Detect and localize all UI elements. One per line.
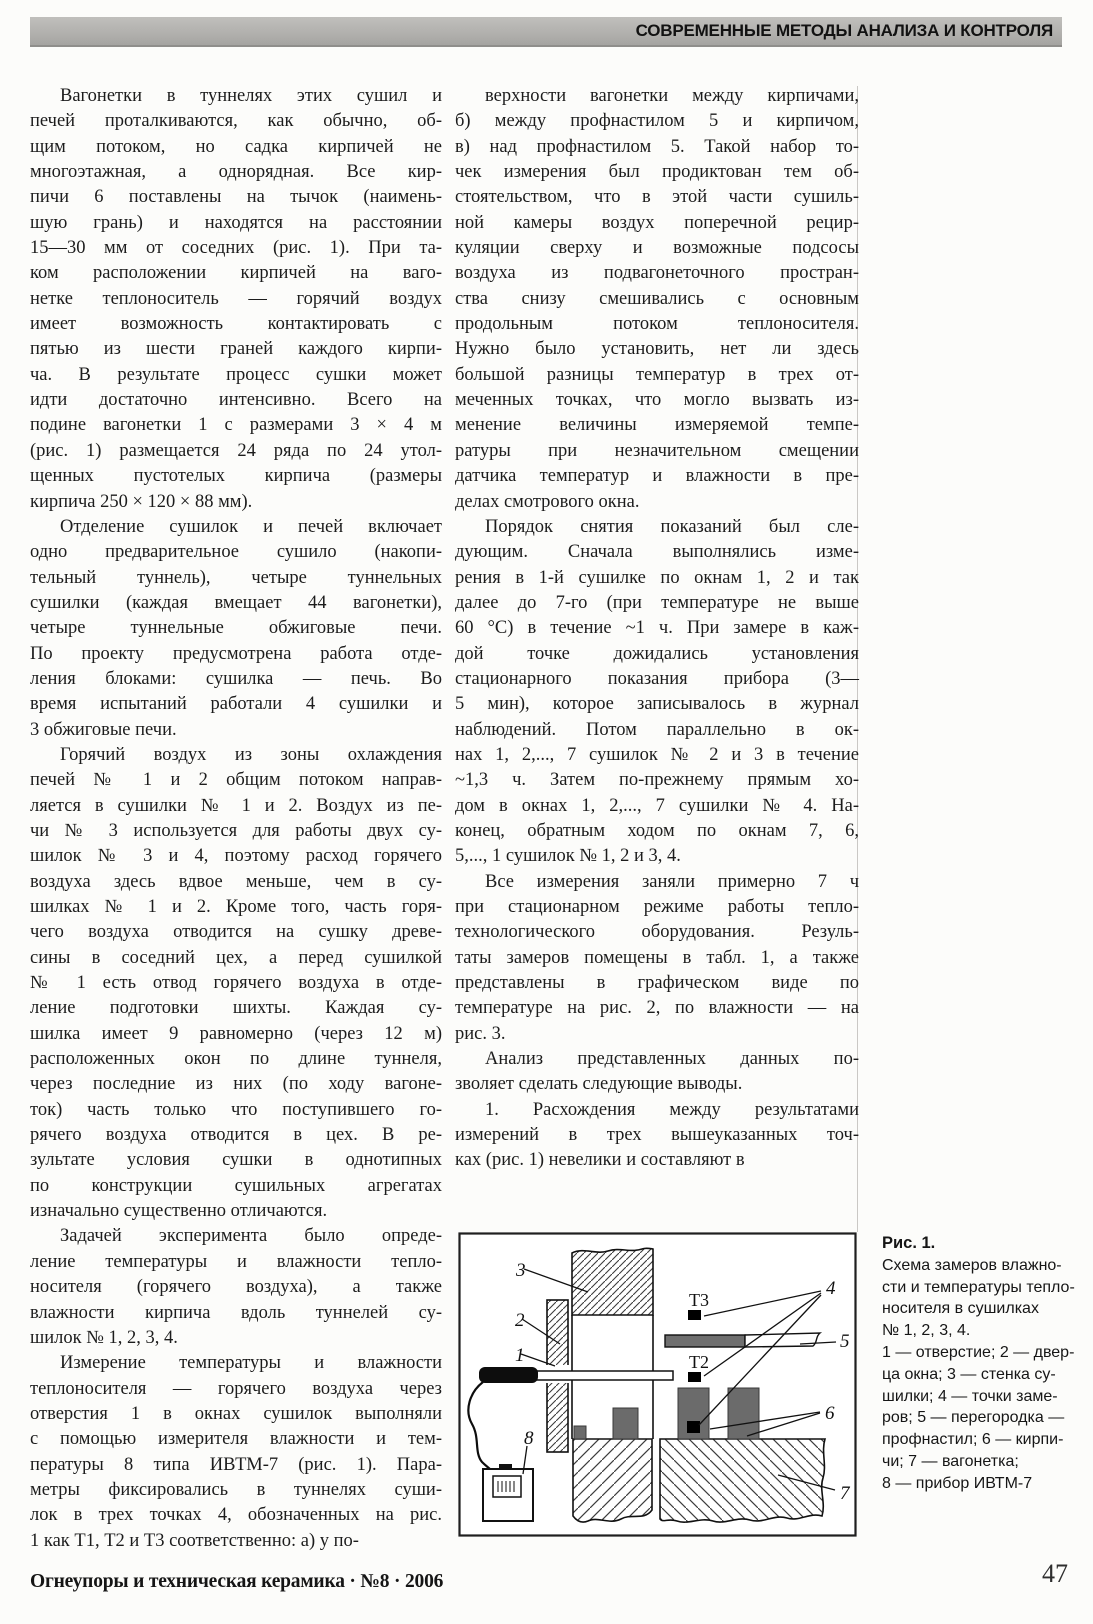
text-line: теплоносителя — горячего воздуха через <box>30 1378 442 1399</box>
text-line: чего воздуха отводится на сушку древе- <box>30 922 442 943</box>
text-line: конец, обратным ходом по окнам 7, 6, <box>455 820 859 841</box>
text-line: № 1 есть отвод горячего воздуха в отде- <box>30 973 442 994</box>
figure-1-caption <box>882 1233 1090 1495</box>
text-line: представлены в графическом виде по <box>455 973 859 994</box>
text-line: ление подготовки шихты. Каждая су- <box>30 998 442 1019</box>
partition-sheet-dark <box>665 1335 745 1347</box>
text-line: нах 1, 2,..., 7 сушилок № 2 и 3 в течение <box>455 744 859 765</box>
text-line: делах смотрового окна. <box>455 491 640 512</box>
text-line: сушилки (каждая вмещает 44 вагонетки), <box>30 592 442 613</box>
text-line: измерений в трех вышеуказанных точ- <box>455 1125 859 1146</box>
text-line: чек измерения был продиктован тем об- <box>455 162 859 183</box>
text-line: в) над профнастилом 5. Такой набор то- <box>455 136 859 157</box>
text-line: четыре туннельные обжиговые печи. <box>30 618 442 639</box>
text-line: далее до 7-го (при температуре не выше <box>455 592 859 613</box>
text-line: ление температуры и влажности тепло- <box>30 1251 442 1272</box>
text-line: ком расположении кирпичей на ваго- <box>30 263 442 284</box>
text-line: Вагонетки в туннелях этих сушил и <box>60 86 442 106</box>
text-line: отверстия 1 в окнах сушилок выполняли <box>30 1403 442 1424</box>
text-line: зультате условия сушки в однотипных <box>30 1150 442 1171</box>
text-line: 1. Расхождения между результатами <box>485 1099 859 1120</box>
text-line: ца окна; 3 — стенка су- <box>882 1365 1056 1383</box>
text-line: многоэтажная, а однорядная. Все кир- <box>30 162 442 183</box>
text-line: ча. В результате процесс сушки может <box>30 364 442 385</box>
brick-medium <box>613 1408 638 1439</box>
figure-1 <box>458 1232 857 1537</box>
text-line: продольным потоком теплоносителя. <box>455 314 859 335</box>
text-line: стационарного показания прибора (3— <box>455 668 859 689</box>
text-line: сины в соседний цех, а перед сушилкой <box>30 947 442 968</box>
text-line: технологического оборудования. Резуль- <box>455 922 859 943</box>
text-line: 60 °С) в течение ~1 ч. При замере в каж- <box>455 618 859 639</box>
brick-small <box>574 1426 586 1439</box>
text-line: пературы 8 типа ИВТМ-7 (рис. 1). Пара- <box>30 1454 442 1475</box>
text-line: изначально существенно отличаются. <box>30 1201 328 1222</box>
text-line: Задачей эксперимента было опреде- <box>60 1226 442 1247</box>
text-line: ~1,3 ч. Затем по-прежнему прямым хо- <box>455 770 859 791</box>
section-banner <box>30 17 1062 47</box>
text-line: Нужно было установить, нет ли здесь <box>455 339 859 360</box>
page-number: 47 <box>1042 1559 1068 1588</box>
paragraph <box>30 1224 442 1351</box>
text-line: ляется в сушилки № 1 и 2. Воздух из пе- <box>30 795 442 816</box>
text-line: имеет возможность контактировать с <box>30 314 442 335</box>
text-line: носителя в сушилках <box>882 1300 1039 1318</box>
text-line: профнастил; 6 — кирпи- <box>882 1431 1064 1449</box>
text-line: печей проталкиваются, как обычно, об- <box>30 111 442 132</box>
text-line: носителя (горячего воздуха), а также <box>30 1277 442 1298</box>
figure-label-7: 7 <box>840 1483 850 1504</box>
text-line: менение величины измеряемой темпе- <box>455 415 859 436</box>
text-line: Порядок снятия показаний был сле- <box>485 516 859 537</box>
text-line: тельный туннель), четыре туннельных <box>30 567 442 588</box>
figure-1-schematic <box>458 1232 857 1537</box>
text-line: метры фиксировались в туннелях суши- <box>30 1479 442 1500</box>
text-line: через последние из них (по ходу вагоне- <box>30 1074 442 1095</box>
paragraph <box>455 84 859 515</box>
text-line: чи № 3 используется для работы двух су- <box>30 820 442 841</box>
text-line: 5 мин), которое записывалось в журнал <box>455 694 859 715</box>
probe-rod <box>536 1371 673 1380</box>
text-line: подине вагонетки 1 с размерами 3 × 4 м <box>30 415 442 436</box>
figure-label-5: 5 <box>840 1331 850 1352</box>
text-line: Схема замеров влажно- <box>882 1256 1062 1274</box>
ivtm7-connector <box>499 1464 512 1470</box>
figure-label-8: 8 <box>524 1428 534 1449</box>
figure-label-3: 3 <box>516 1260 526 1281</box>
measurement-point-t2 <box>688 1372 701 1382</box>
figure-label-t2: Т2 <box>689 1352 709 1372</box>
text-line: одно предварительное сушило (накопи- <box>30 542 442 563</box>
text-line: Горячий воздух из зоны охлаждения <box>60 744 442 765</box>
measurement-point-t1 <box>687 1421 700 1433</box>
text-line: шилок № 3 и 4, поэтому расход горячего <box>30 846 442 867</box>
text-column-left <box>30 84 442 1554</box>
paragraph <box>30 743 442 1225</box>
text-line: ратуры при незначительном смещении <box>455 440 859 461</box>
text-line: стоятельством, что в этой части сушиль- <box>455 187 859 208</box>
text-line: воздуха здесь вдвое меньше, чем в су- <box>30 871 442 892</box>
text-line: ров; 5 — перегородка — <box>882 1409 1065 1427</box>
paragraph <box>30 84 442 515</box>
text-line: 1 — отверстие; 2 — двер- <box>882 1343 1075 1361</box>
text-line: печей № 1 и 2 общим потоком направ- <box>30 770 442 791</box>
text-line: чи; 7 — вагонетка; <box>882 1452 1019 1470</box>
text-line: ток) часть только что поступившего го- <box>30 1099 442 1120</box>
text-line: Отделение сушилок и печей включает <box>60 516 442 537</box>
text-line: щенных пустотелых кирпича (размеры <box>30 466 442 487</box>
text-line: ках (рис. 1) невелики и составляют в <box>455 1150 745 1171</box>
text-line: шую грань) и находятся на расстоянии <box>30 212 442 233</box>
text-line: Анализ представленных данных по- <box>485 1049 859 1070</box>
text-line: нетке теплоноситель — горячий воздух <box>30 288 442 309</box>
probe-handle <box>479 1367 538 1383</box>
text-line: расположенных окон по длине туннеля, <box>30 1049 442 1070</box>
text-line: (рис. 1) размещается 24 ряда по 24 утол- <box>30 440 442 461</box>
paragraph <box>30 1351 442 1554</box>
text-line: с помощью измерителя влажности и тем- <box>30 1429 442 1450</box>
text-column-right <box>455 84 859 1174</box>
text-line: время испытаний работали 4 сушилки и <box>30 694 442 715</box>
paragraph <box>30 515 442 743</box>
paragraph <box>455 515 859 870</box>
paragraph <box>455 1047 859 1098</box>
text-line: куляции сверху и возможные подсосы <box>455 238 859 259</box>
figure-label-4: 4 <box>826 1278 836 1299</box>
text-line: пичи 6 поставлены на тычок (наимень- <box>30 187 442 208</box>
text-line: рения в 1-й сушилке по окнам 1, 2 и так <box>455 567 859 588</box>
text-line: шилки; 4 — точки заме- <box>882 1387 1058 1405</box>
kiln-car-left-block <box>573 1439 652 1522</box>
text-line: верхности вагонетки между кирпичами, <box>485 86 859 106</box>
text-line: воздуха из подвагонеточного простран- <box>455 263 859 284</box>
text-line: большой разницы температур в трех от- <box>455 364 859 385</box>
text-line: рис. 3. <box>455 1023 506 1044</box>
text-line: влажности кирпича вдоль туннелей су- <box>30 1302 442 1323</box>
figure-label-t3: Т3 <box>689 1290 709 1310</box>
text-line: лок в трех точках 4, обозначенных на рис. <box>30 1505 442 1526</box>
paragraph <box>455 1098 859 1174</box>
text-line: рячего воздуха отводится в цех. В ре- <box>30 1125 442 1146</box>
text-line: дом в окнах 1, 2,..., 7 сушилки № 4. На- <box>455 795 859 816</box>
measurement-point-t3 <box>688 1310 701 1320</box>
text-line: Измерение температуры и влажности <box>60 1353 442 1374</box>
text-line: идти достаточно интенсивно. Всего на <box>30 390 442 411</box>
figure-label-6: 6 <box>825 1403 835 1424</box>
brick-tall-2 <box>728 1388 759 1439</box>
text-line: пятью из шести граней каждого кирпи- <box>30 339 442 360</box>
text-line: зволяет сделать следующие выводы. <box>455 1074 743 1095</box>
text-line: № 1, 2, 3, 4. <box>882 1322 971 1340</box>
text-line: таты замеров помещены в табл. 1, а также <box>455 947 859 968</box>
figure-label-2: 2 <box>515 1310 525 1331</box>
text-line: 8 — прибор ИВТМ-7 <box>882 1474 1033 1492</box>
text-line: наблюдений. Потом параллельно в ок- <box>455 719 859 740</box>
text-line: Все измерения заняли примерно 7 ч <box>485 871 859 892</box>
figure-label-1: 1 <box>515 1345 525 1366</box>
text-line: По проекту предусмотрена работа отде- <box>30 643 442 664</box>
drier-wall <box>572 1248 653 1315</box>
text-line: шилка имеет 9 равномерно (через 12 м) <box>30 1023 442 1044</box>
text-line: сти и температуры тепло- <box>882 1278 1075 1296</box>
text-line: 15—30 мм от соседних (рис. 1). При та- <box>30 238 442 259</box>
text-line: 1 как Т1, Т2 и Т3 соответственно: а) у по- <box>30 1530 359 1551</box>
text-line: температуре на рис. 2, по влажности — на <box>455 998 859 1019</box>
journal-footer: Огнеупоры и техническая керамика · №8 · 2006 <box>30 1571 444 1592</box>
text-line: дой точке дожидались установления <box>455 643 859 664</box>
text-line: ства снизу смешивались с основным <box>455 288 859 309</box>
section-banner-title: СОВРЕМЕННЫЕ МЕТОДЫ АНАЛИЗА И КОНТРОЛЯ <box>635 21 1053 40</box>
text-line: кирпича 250 × 120 × 88 мм). <box>30 491 253 512</box>
text-line: щим потоком, но садка кирпичей не <box>30 136 442 157</box>
text-line: ной камеры воздух поперечной рецир- <box>455 212 859 233</box>
text-line: шилках № 1 и 2. Кроме того, часть горя- <box>30 897 442 917</box>
paragraph <box>882 1255 1090 1495</box>
text-line: ления блоками: сушилка — печь. Во <box>30 668 442 689</box>
text-line: 5,..., 1 сушилок № 1, 2 и 3, 4. <box>455 846 681 867</box>
text-line: меченных точках, что могло вызвать из- <box>455 390 859 411</box>
figure-1-caption-text <box>882 1255 1090 1495</box>
paragraph <box>455 870 859 1047</box>
figure-1-caption-title: Рис. 1. <box>882 1234 936 1252</box>
text-line: шилок № 1, 2, 3, 4. <box>30 1327 178 1348</box>
ivtm7-display <box>493 1476 521 1497</box>
text-line: при стационарном режиме работы тепло- <box>455 897 859 917</box>
text-line: 3 обжиговые печи. <box>30 719 177 740</box>
text-line: б) между профнастилом 5 и кирпичом, <box>455 111 859 132</box>
text-line: дующим. Сначала выполнялись изме- <box>455 542 859 563</box>
text-line: датчика температур и влажности в пре- <box>455 466 859 487</box>
text-line: по конструкции сушильных агрегатах <box>30 1175 442 1196</box>
